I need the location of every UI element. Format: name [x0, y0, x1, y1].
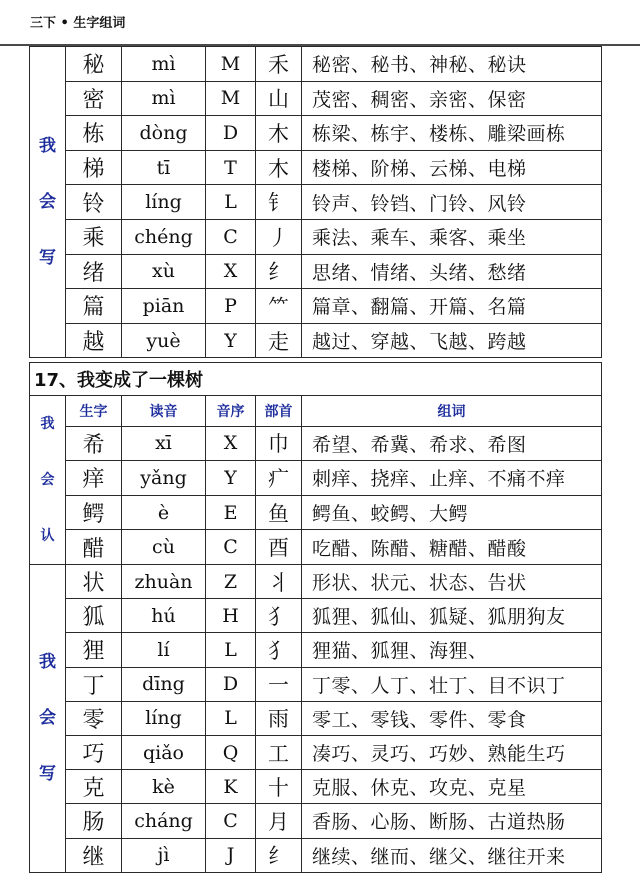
vocab-radical: 疒	[256, 461, 302, 496]
vocab-char: 越	[66, 323, 122, 358]
table-row	[30, 633, 602, 667]
table-row	[30, 219, 602, 254]
vocab-radical: 巾	[256, 426, 302, 461]
table-row	[30, 81, 602, 116]
vocab-pinyin: piān	[122, 289, 206, 324]
table-row	[30, 495, 602, 530]
vocab-words: 狸猫、狐狸、海狸、	[302, 633, 602, 667]
vocab-radical: 木	[256, 116, 302, 151]
vocab-pinyin: tī	[122, 150, 206, 185]
table-row	[30, 426, 602, 461]
vocab-radical: 木	[256, 150, 302, 185]
vocab-words: 刺痒、挠痒、止痒、不痛不痒	[302, 461, 602, 496]
vocab-char: 乘	[66, 219, 122, 254]
lesson-title-row	[30, 363, 602, 396]
vocab-radical: 走	[256, 323, 302, 358]
table-row	[30, 461, 602, 496]
vocab-pinyin: hú	[122, 599, 206, 633]
vocab-char: 希	[66, 426, 122, 461]
vocab-char: 醋	[66, 530, 122, 565]
vocab-radical: 丬	[256, 565, 302, 599]
header-letter: 音序	[206, 396, 256, 427]
section-label-recognize: 我会认	[30, 396, 66, 565]
vocab-radical: 十	[256, 770, 302, 804]
vocab-index-letter: K	[206, 770, 256, 804]
vocab-pinyin: cháng	[122, 804, 206, 838]
vocab-index-letter: L	[206, 701, 256, 735]
header-pinyin: 读音	[122, 396, 206, 427]
vocab-words: 形状、状元、状态、告状	[302, 565, 602, 599]
vocab-words: 乘法、乘车、乘客、乘坐	[302, 219, 602, 254]
vocab-char: 零	[66, 701, 122, 735]
vocab-pinyin: lí	[122, 633, 206, 667]
vocab-index-letter: T	[206, 150, 256, 185]
vocab-pinyin: qiǎo	[122, 735, 206, 769]
vocab-radical: 禾	[256, 47, 302, 82]
vocab-radical: 雨	[256, 701, 302, 735]
vocab-char: 肠	[66, 804, 122, 838]
vocab-index-letter: D	[206, 667, 256, 701]
vocab-index-letter: E	[206, 495, 256, 530]
table-row	[30, 599, 602, 633]
table-row	[30, 47, 602, 82]
table-row	[30, 289, 602, 324]
vocab-words: 吃醋、陈醋、糖醋、醋酸	[302, 530, 602, 565]
vocab-radical: 钅	[256, 185, 302, 220]
vocab-radical: 工	[256, 735, 302, 769]
vocab-table-write-1	[29, 46, 602, 358]
vocab-char: 痒	[66, 461, 122, 496]
vocab-words: 继续、继而、继父、继往开来	[302, 838, 602, 872]
vocab-index-letter: C	[206, 804, 256, 838]
vocab-radical: 山	[256, 81, 302, 116]
vocab-index-letter: Q	[206, 735, 256, 769]
table-row	[30, 701, 602, 735]
vocab-pinyin: cù	[122, 530, 206, 565]
vocab-char: 继	[66, 838, 122, 872]
vocab-char: 篇	[66, 289, 122, 324]
vocab-words: 鳄鱼、蛟鳄、大鳄	[302, 495, 602, 530]
vocab-words: 克服、休克、攻克、克星	[302, 770, 602, 804]
vocab-index-letter: Y	[206, 323, 256, 358]
vocab-radical: 纟	[256, 254, 302, 289]
vocab-table-lesson-17	[29, 362, 602, 873]
vocab-char: 丁	[66, 667, 122, 701]
vocab-char: 栋	[66, 116, 122, 151]
table-row	[30, 530, 602, 565]
vocab-char: 密	[66, 81, 122, 116]
vocab-index-letter: X	[206, 426, 256, 461]
header-radical: 部首	[256, 396, 302, 427]
page-title: 三下 • 生字组词	[30, 16, 126, 31]
vocab-index-letter: C	[206, 530, 256, 565]
header-char: 生字	[66, 396, 122, 427]
vocab-radical: 纟	[256, 838, 302, 872]
vocab-index-letter: J	[206, 838, 256, 872]
vocab-words: 楼梯、阶梯、云梯、电梯	[302, 150, 602, 185]
vocab-radical: 酉	[256, 530, 302, 565]
vocab-pinyin: mì	[122, 47, 206, 82]
vocab-pinyin: kè	[122, 770, 206, 804]
table-row	[30, 185, 602, 220]
table-row	[30, 667, 602, 701]
vocab-pinyin: è	[122, 495, 206, 530]
vocab-index-letter: Y	[206, 461, 256, 496]
vocab-pinyin: zhuàn	[122, 565, 206, 599]
vocab-index-letter: P	[206, 289, 256, 324]
vocab-radical: ⺮	[256, 289, 302, 324]
vocab-words: 希望、希冀、希求、希图	[302, 426, 602, 461]
vocab-words: 栋梁、栋宇、楼栋、雕梁画栋	[302, 116, 602, 151]
column-header-row	[30, 396, 602, 427]
vocab-pinyin: líng	[122, 185, 206, 220]
header-words: 组词	[302, 396, 602, 427]
vocab-pinyin: líng	[122, 701, 206, 735]
vocab-words: 茂密、稠密、亲密、保密	[302, 81, 602, 116]
lesson-title: 17、我变成了一棵树	[30, 363, 602, 396]
vocab-pinyin: dòng	[122, 116, 206, 151]
table-row	[30, 323, 602, 358]
vocab-char: 秘	[66, 47, 122, 82]
vocab-index-letter: L	[206, 633, 256, 667]
vocab-index-letter: X	[206, 254, 256, 289]
table-row	[30, 254, 602, 289]
vocab-words: 零工、零钱、零件、零食	[302, 701, 602, 735]
vocab-pinyin: yuè	[122, 323, 206, 358]
vocab-index-letter: Z	[206, 565, 256, 599]
vocab-char: 梯	[66, 150, 122, 185]
vocab-index-letter: H	[206, 599, 256, 633]
page-header	[0, 0, 640, 46]
table-row	[30, 838, 602, 872]
vocab-words: 篇章、翻篇、开篇、名篇	[302, 289, 602, 324]
table-row	[30, 804, 602, 838]
vocab-index-letter: C	[206, 219, 256, 254]
vocab-radical: 月	[256, 804, 302, 838]
vocab-words: 狐狸、狐仙、狐疑、狐朋狗友	[302, 599, 602, 633]
vocab-words: 凑巧、灵巧、巧妙、熟能生巧	[302, 735, 602, 769]
section-label-write-2: 我会写	[30, 565, 66, 873]
table-row	[30, 735, 602, 769]
vocab-char: 克	[66, 770, 122, 804]
table-row	[30, 770, 602, 804]
vocab-radical: 鱼	[256, 495, 302, 530]
vocab-char: 巧	[66, 735, 122, 769]
vocab-words: 香肠、心肠、断肠、古道热肠	[302, 804, 602, 838]
vocab-pinyin: chéng	[122, 219, 206, 254]
vocab-words: 越过、穿越、飞越、跨越	[302, 323, 602, 358]
vocab-index-letter: D	[206, 116, 256, 151]
table-row	[30, 565, 602, 599]
vocab-pinyin: jì	[122, 838, 206, 872]
vocab-radical: 一	[256, 667, 302, 701]
vocab-index-letter: M	[206, 81, 256, 116]
vocab-pinyin: xī	[122, 426, 206, 461]
vocab-pinyin: mì	[122, 81, 206, 116]
vocab-radical: 犭	[256, 599, 302, 633]
vocab-pinyin: yǎng	[122, 461, 206, 496]
table-row	[30, 116, 602, 151]
vocab-words: 铃声、铃铛、门铃、风铃	[302, 185, 602, 220]
vocab-index-letter: M	[206, 47, 256, 82]
vocab-radical: 犭	[256, 633, 302, 667]
vocab-words: 秘密、秘书、神秘、秘诀	[302, 47, 602, 82]
vocab-char: 鳄	[66, 495, 122, 530]
vocab-char: 状	[66, 565, 122, 599]
vocab-index-letter: L	[206, 185, 256, 220]
vocab-char: 绪	[66, 254, 122, 289]
vocab-radical: 丿	[256, 219, 302, 254]
vocab-words: 丁零、人丁、壮丁、目不识丁	[302, 667, 602, 701]
table-row	[30, 150, 602, 185]
section-label-write-1: 我会写	[30, 47, 66, 358]
vocab-char: 狐	[66, 599, 122, 633]
vocab-char: 狸	[66, 633, 122, 667]
vocab-pinyin: dīng	[122, 667, 206, 701]
vocab-char: 铃	[66, 185, 122, 220]
vocab-pinyin: xù	[122, 254, 206, 289]
vocab-words: 思绪、情绪、头绪、愁绪	[302, 254, 602, 289]
